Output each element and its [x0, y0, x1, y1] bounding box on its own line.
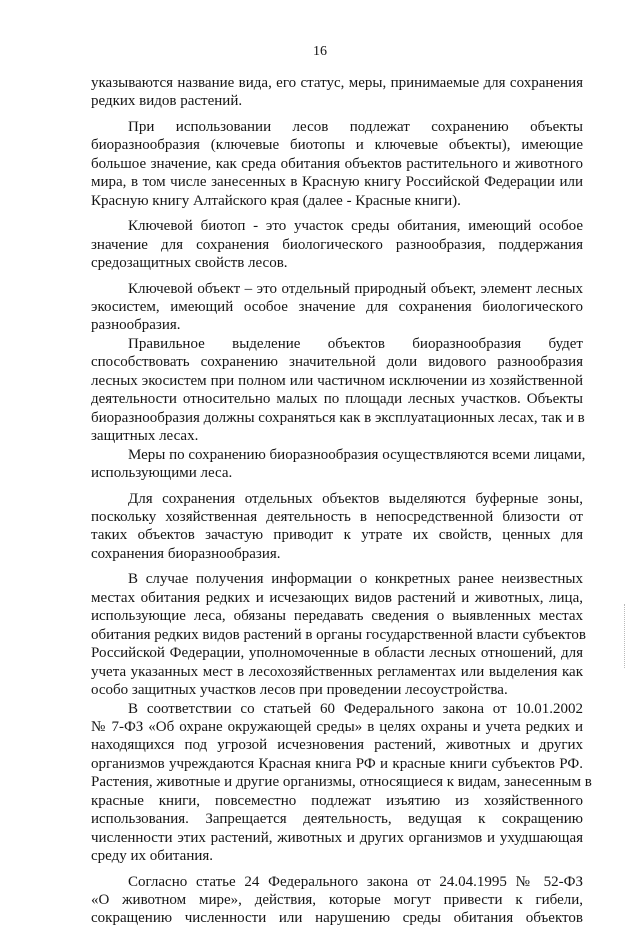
paragraph — [91, 118, 583, 210]
paragraph — [91, 217, 583, 272]
text-line: среду их обитания. — [91, 848, 214, 865]
page-number: 16 — [313, 44, 327, 59]
text-line: биоразнообразия должны сохраняться как в эксплуатационных лесах, так и в — [91, 409, 585, 426]
text-line: находящихся под угрозой исчезновения растений, животных и других — [91, 737, 583, 754]
text-line: большое значение, как среда обитания объектов растительного и животного — [91, 155, 583, 172]
text-line: деятельности относительно малых по площади лесных участков. Объекты — [91, 391, 583, 408]
text-line: Ключевой биотоп - это участок среды обитания, имеющий особое — [128, 218, 583, 235]
text-line: Растения, животные и другие организмы, относящиеся к видам, занесенным в — [91, 774, 592, 791]
text-line: указываются название вида, его статус, меры, принимаемые для сохранения — [91, 75, 583, 91]
text-line: экосистем, имеющий особое значение для сохранения биологического — [91, 298, 583, 315]
paragraph — [91, 570, 586, 699]
paragraph — [91, 446, 586, 483]
text-line: использования. Запрещается деятельность, ведущая к сокращению — [91, 811, 583, 828]
text-line: лесных экосистем при полном или частичном исключении из хозяйственной — [91, 372, 583, 389]
text-line: сохранения биоразнообразия. — [91, 545, 281, 562]
text-line: защитных лесах. — [91, 428, 199, 445]
paragraph — [91, 74, 583, 111]
text-line: Согласно статье 24 Федерального закона от 24.04.1995 № 52-ФЗ — [128, 873, 583, 890]
document-body — [91, 74, 592, 928]
text-line: значение для сохранения биологического разнообразия, поддержания — [91, 236, 583, 253]
text-line: Российской Федерации, уполномоченные в области лесных отношений, для — [91, 645, 583, 662]
text-line: Меры по сохранению биоразнообразия осуществляются всеми лицами, — [128, 446, 586, 463]
text-line: сокращению численности или нарушению среды обитания объектов — [91, 910, 583, 927]
text-line: организмов учреждаются Красная книга РФ и красные книги субъектов РФ. — [91, 755, 583, 772]
text-line: разнообразия. — [91, 317, 181, 334]
paragraph — [91, 490, 583, 564]
paragraph — [91, 700, 592, 866]
text-line: использующие леса, обязаны передавать сведения о выявленных местах — [91, 608, 583, 625]
text-line: способствовать сохранению значительной доли видового разнообразия — [91, 354, 583, 371]
text-line: Для сохранения отдельных объектов выделяются буферные зоны, — [128, 490, 583, 507]
text-line: использующими леса. — [91, 465, 233, 482]
text-line: численности этих растений, животных и других организмов и ухудшающая — [91, 829, 583, 846]
scan-margin-mark — [624, 604, 626, 668]
text-line: Ключевой объект – это отдельный природный объект, элемент лесных — [128, 280, 583, 297]
text-line: таких объектов зачастую приводит к утрате их свойств, ценных для — [91, 527, 583, 544]
text-line: поскольку хозяйственная деятельность в непосредственной близости от — [91, 508, 583, 525]
text-line: красные книги, повсеместно подлежат изъятию из хозяйственного — [91, 792, 583, 809]
text-line: Правильное выделение объектов биоразнообразия будет — [128, 335, 583, 352]
text-line: редких видов растений. — [91, 93, 243, 110]
text-line: особо защитных участков лесов при проведении лесоустройства. — [91, 682, 508, 699]
paragraph — [91, 280, 583, 335]
text-line: При использовании лесов подлежат сохранению объекты — [128, 118, 583, 135]
text-line: Красную книгу Алтайского края (далее - Красные книги). — [91, 192, 461, 209]
text-line: местах обитания редких и исчезающих видов растений и животных, лица, — [91, 589, 583, 606]
paragraph — [91, 335, 583, 446]
text-line: В случае получения информации о конкретных ранее неизвестных — [128, 571, 583, 588]
text-line: В соответствии со статьей 60 Федерального закона от 10.01.2002 — [128, 700, 583, 717]
text-line: № 7-ФЗ «Об охране окружающей среды» в целях охраны и учета редких и — [91, 718, 583, 735]
text-line: «О животном мире», действия, которые могут привести к гибели, — [91, 892, 583, 909]
paragraph — [91, 873, 583, 928]
text-line: мира, в том числе занесенных в Красную книгу Российской Федерации или — [91, 174, 583, 191]
text-line: обитания редких видов растений в органы государственной власти субъектов — [91, 626, 586, 643]
text-line: учета указанных мест в лесохозяйственных регламентах или выделения как — [91, 663, 583, 680]
text-line: средозащитных свойств лесов. — [91, 255, 288, 272]
text-line: биоразнообразия (ключевые биотопы и ключевые объекты), имеющие — [91, 137, 583, 154]
